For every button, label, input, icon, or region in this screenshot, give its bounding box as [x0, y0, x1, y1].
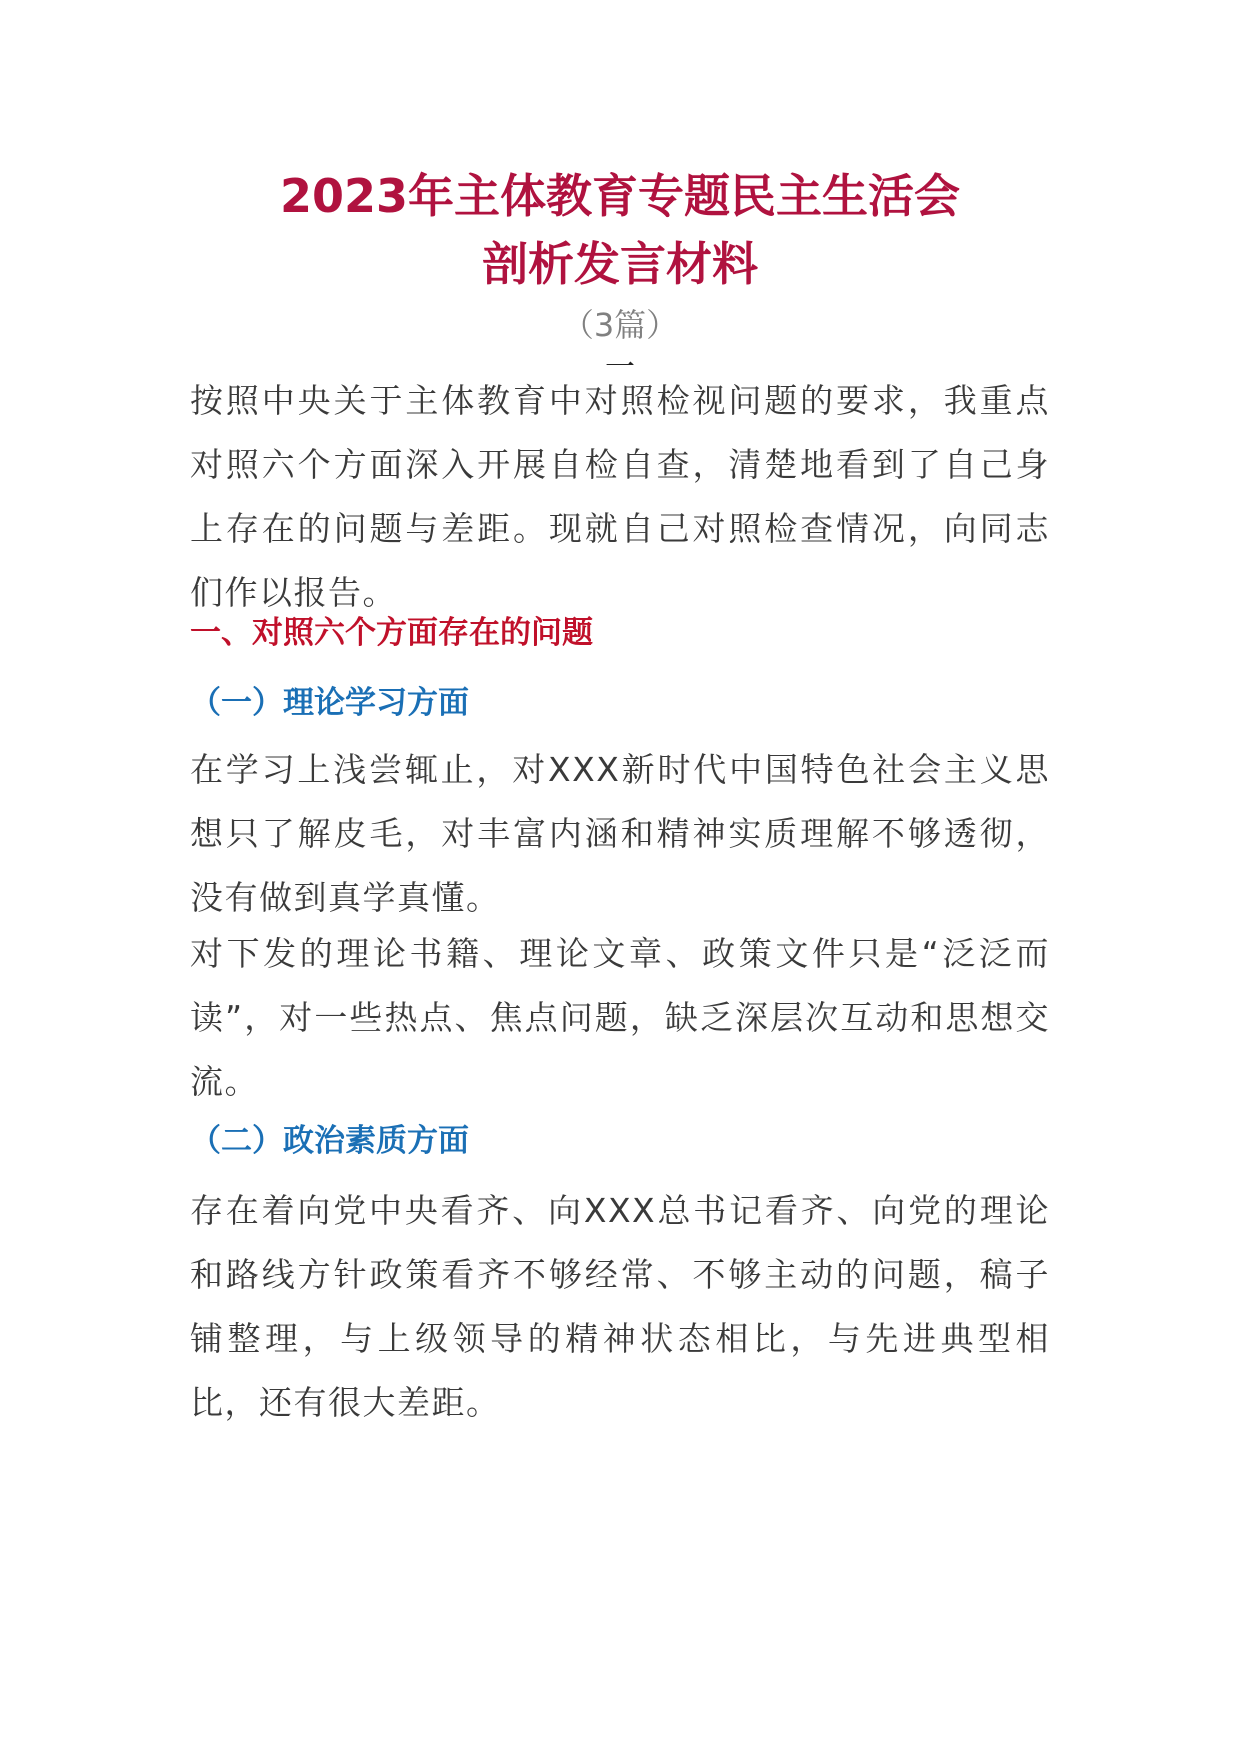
political-paragraph-1: 存在着向党中央看齐、向XXX总书记看齐、向党的理论和路线方针政策看齐不够经常、不够主动的问题，稿子铺整理，与上级领导的精神状态相比，与先进典型相比，还有很大差距。: [190, 1191, 1050, 1422]
subsection-heading-political: （二）政治素质方面: [190, 1123, 469, 1159]
document-title-line1: 2023年主体教育专题民主生活会: [279, 169, 961, 223]
intro-paragraph: 按照中央关于主体教育中对照检视问题的要求，我重点对照六个方面深入开展自检自查，清楚地看到了自己身上存在的问题与差距。现就自己对照检查情况，向同志们作以报告。: [190, 381, 1050, 612]
theory-paragraph-1: 在学习上浅尝辄止，对XXX新时代中国特色社会主义思想只了解皮毛，对丰富内涵和精神实质理解不够透彻，没有做到真学真懂。: [190, 750, 1050, 917]
subsection-heading-theory: （一）理论学习方面: [190, 685, 469, 721]
document-title-line2: 剖析发言材料: [482, 237, 758, 291]
part-number: 一: [605, 350, 635, 385]
section-heading: 一、对照六个方面存在的问题: [190, 615, 593, 651]
theory-paragraph-2: 对下发的理论书籍、理论文章、政策文件只是“泛泛而读”，对一些热点、焦点问题，缺乏深层次互动和思想交流。: [190, 934, 1050, 1101]
document-subtitle: （3篇）: [561, 306, 679, 344]
